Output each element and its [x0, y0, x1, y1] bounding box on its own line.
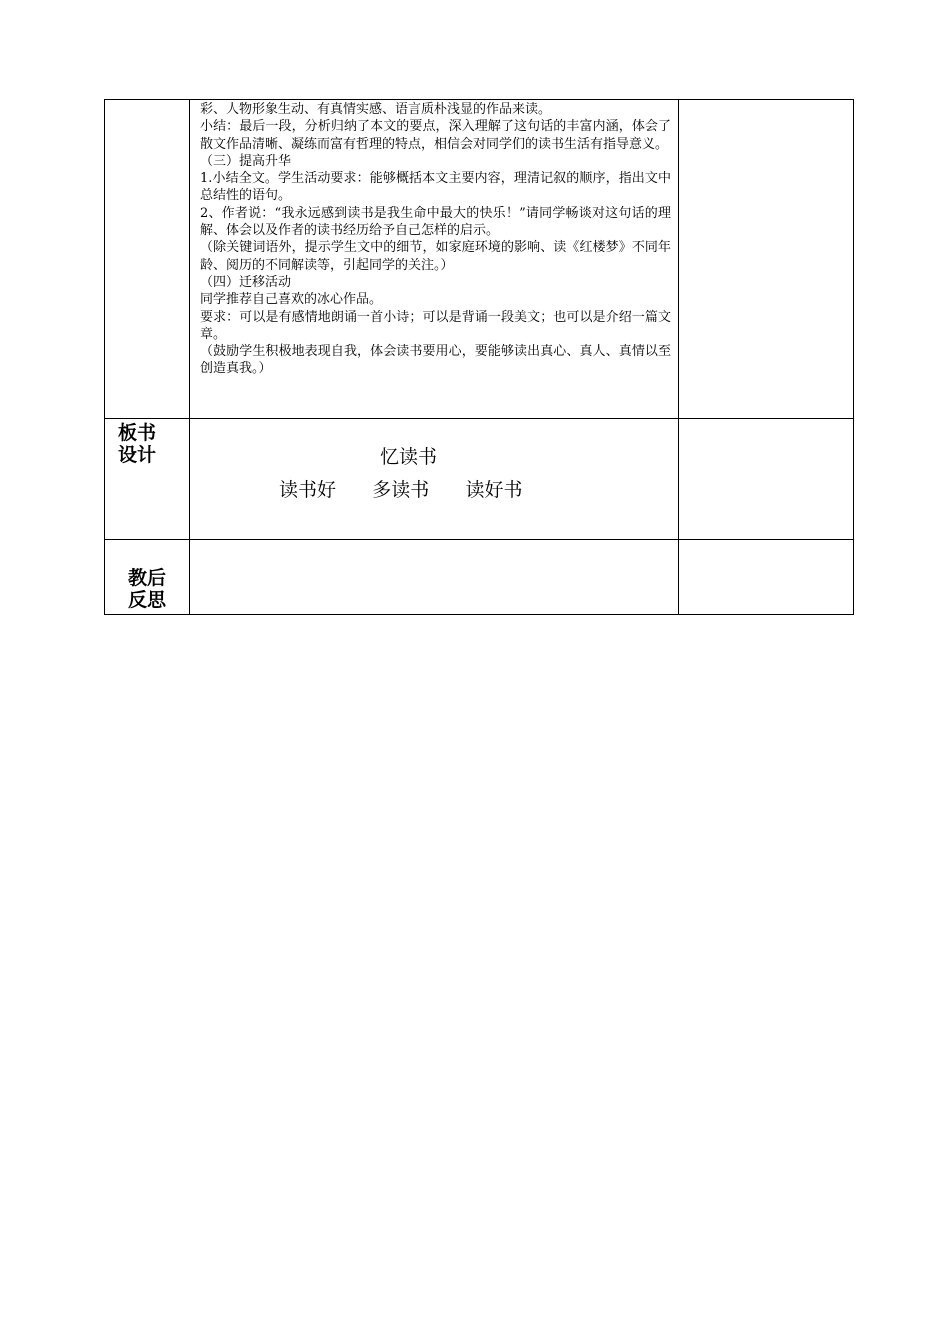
lesson-plan-table [104, 99, 854, 615]
process-line: 2、作者说：“我永远感到读书是我生命中最大的快乐！”请同学畅谈对这句话的理解、体会以及作者的读书经历给予自己怎样的启示。 [200, 205, 671, 239]
process-line: （四）迁移活动 [200, 274, 292, 290]
board-design-label: 板书 设计 [117, 422, 156, 466]
teaching-process-row [105, 100, 854, 419]
reflection-label-cell [105, 540, 190, 615]
process-line: 1.小结全文。学生活动要求：能够概括本文主要内容，理清记叙的顺序，指出文中总结性的语句。 [200, 171, 671, 204]
process-line: 彩、人物形象生动、有真情实感、语言质朴浅显的作品来读。 [200, 102, 552, 117]
board-item: 读书好 [279, 479, 337, 501]
board-design-row [105, 419, 854, 540]
reflection-notes-cell [679, 540, 854, 615]
reflection-cell [190, 540, 679, 615]
board-design-cell [190, 419, 679, 540]
process-line: （三）提高升华 [200, 153, 292, 169]
board-design-content [190, 419, 678, 539]
row-label-cell-empty [105, 100, 190, 419]
process-line: （除关键词语外，提示学生文中的细节，如家庭环境的影响、读《红楼梦》不同年龄、阅历的不同解读等，引起同学的关注。） [200, 240, 671, 273]
board-notes-cell [679, 419, 854, 540]
process-line: 要求：可以是有感情地朗诵一首小诗；可以是背诵一段美文；也可以是介绍一篇文章。 [200, 309, 671, 342]
teaching-process-cell [190, 100, 679, 419]
notes-cell [679, 100, 854, 419]
process-line: 小结：最后一段，分析归纳了本文的要点，深入理解了这句话的丰富内涵，体会了散文作品清晰、凝练而富有哲理的特点，相信会对同学们的读书生活有指导意义。 [200, 119, 671, 152]
process-line: 同学推荐自己喜欢的冰心作品。 [200, 292, 383, 308]
reflection-label: 教后 反思 [127, 567, 166, 611]
reflection-row [105, 540, 854, 615]
board-item: 多读书 [372, 479, 430, 501]
board-title: 忆读书 [380, 446, 438, 468]
board-item: 读好书 [465, 479, 523, 501]
teaching-process-text [190, 100, 678, 378]
process-line: （鼓励学生积极地表现自我，体会读书要用心，要能够读出真心、真人、真情以至创造真我。） [200, 344, 671, 377]
board-design-label-cell [105, 419, 190, 540]
board-items [279, 478, 523, 502]
